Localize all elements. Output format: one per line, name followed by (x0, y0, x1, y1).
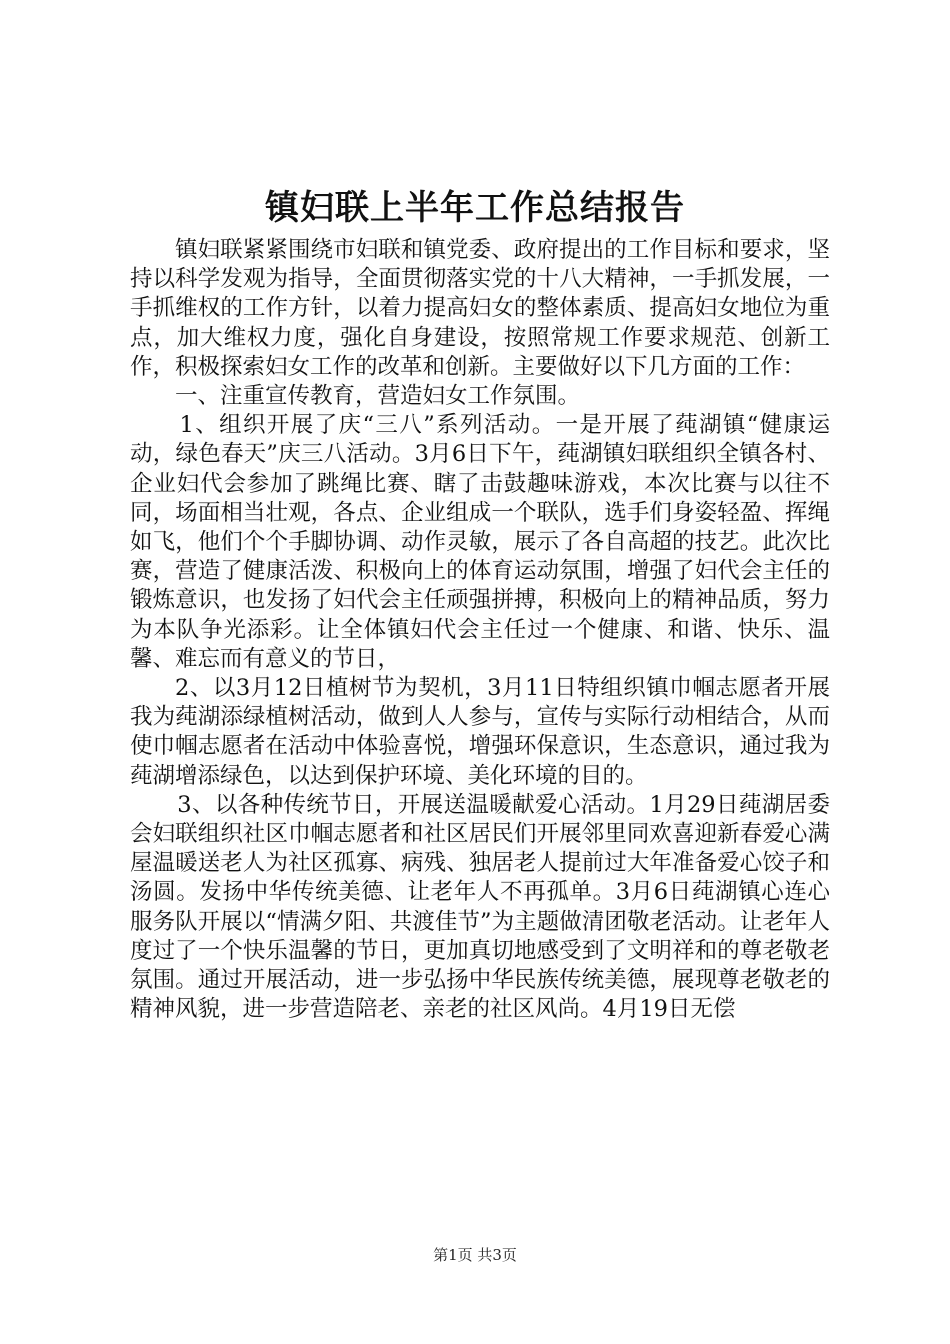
page-footer: 第1页 共3页 (433, 1246, 517, 1264)
paragraph-item-1: 1、组织开展了庆“三八”系列活动。一是开展了莼湖镇“健康运动，绿色春天”庆三八活动。3月6日下午，莼湖镇妇联组织全镇各村、企业妇代会参加了跳绳比赛、瞎了击鼓趣味游戏，本次比赛与以往不同，场面相当壮观，各点、企业组成一个联队，选手们身姿轻盈、挥绳如飞，他们个个手脚协调、动作灵敏，展示了各自高超的技艺。此次比赛，营造了健康活泼、积极向上的体育运动氛围，增强了妇代会主任的锻炼意识，也发扬了妇代会主任顽强拼搏，积极向上的精神品质，努力为本队争光添彩。让全体镇妇代会主任过一个健康、和谐、快乐、温馨、难忘而有意义的节日， (130, 412, 830, 672)
document-title: 镇妇联上半年工作总结报告 (265, 188, 685, 228)
section-heading-1: 一、注重宣传教育，营造妇女工作氛围。 (175, 383, 581, 410)
document-body (130, 236, 830, 1024)
paragraph-item-2: 2、以3月12日植树节为契机，3月11日特组织镇巾帼志愿者开展我为莼湖添绿植树活动，做到人人参与，宣传与实际行动相结合，从而使巾帼志愿者在活动中体验喜悦，增强环保意识，生态意识，通过我为莼湖增添绿色，以达到保护环境、美化环境的目的。 (130, 675, 830, 789)
paragraph-item-3: 3、以各种传统节日，开展送温暖献爱心活动。1月29日莼湖居委会妇联组织社区巾帼志愿者和社区居民们开展邻里同欢喜迎新春爱心满屋温暖送老人为社区孤寡、病残、独居老人提前过大年准备爱心饺子和汤圆。发扬中华传统美德、让老年人不再孤单。3月6日莼湖镇心连心服务队开展以“情满夕阳、共渡佳节”为主题做清团敬老活动。让老年人度过了一个快乐温馨的节日，更加真切地感受到了文明祥和的尊老敬老氛围。通过开展活动，进一步弘扬中华民族传统美德，展现尊老敬老的精神风貌，进一步营造陪老、亲老的社区风尚。4月19日无偿 (130, 791, 830, 1023)
paragraph-intro: 镇妇联紧紧围绕市妇联和镇党委、政府提出的工作目标和要求，坚持以科学发观为指导，全面贯彻落实党的十八大精神，一手抓发展，一手抓维权的工作方针，以着力提高妇女的整体素质、提高妇女地位为重点，加大维权力度，强化自身建设，按照常规工作要求规范、创新工作，积极探索妇女工作的改革和创新。主要做好以下几方面的工作： (130, 237, 830, 380)
